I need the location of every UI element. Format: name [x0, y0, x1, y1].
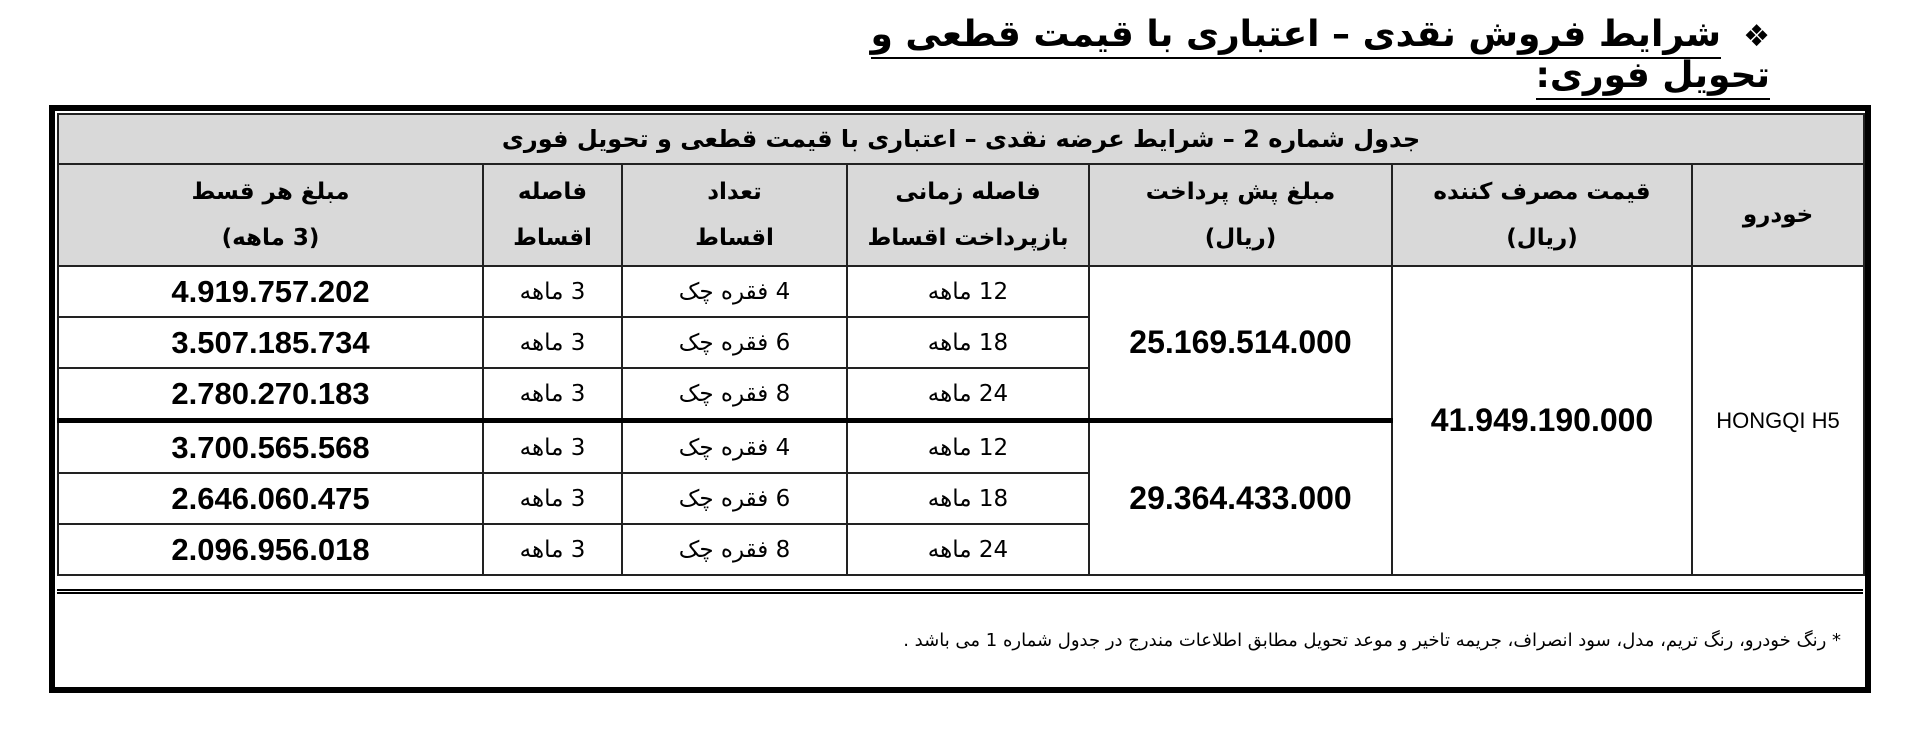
page-heading	[770, 14, 1770, 96]
installment-count: 8 فقره چک	[622, 368, 847, 421]
sales-conditions-table	[57, 113, 1865, 576]
installment-amount: 2.096.956.018	[58, 524, 483, 575]
sales-conditions-table-frame	[49, 105, 1871, 693]
prepayment-amount: 25.169.514.000	[1089, 266, 1392, 421]
repayment-period: 12 ماهه	[847, 421, 1089, 474]
header-period: فاصله زمانی بازپرداخت اقساط	[847, 164, 1089, 266]
installment-interval: 3 ماهه	[483, 317, 622, 368]
heading-text: شرایط فروش نقدی – اعتباری با قیمت قطعی و تحویل فوری:	[871, 14, 1770, 100]
table-row	[58, 266, 1864, 317]
repayment-period: 24 ماهه	[847, 368, 1089, 421]
header-car: خودرو	[1692, 164, 1864, 266]
installment-count: 6 فقره چک	[622, 317, 847, 368]
footnote: * رنگ خودرو، رنگ تریم، مدل، سود انصراف، جریمه تاخیر و موعد تحویل مطابق اطلاعات مندرج در جدول شماره 1 می باشد .	[57, 589, 1863, 685]
installment-amount: 2.780.270.183	[58, 368, 483, 421]
installment-count: 8 فقره چک	[622, 524, 847, 575]
installment-amount: 3.700.565.568	[58, 421, 483, 474]
installment-interval: 3 ماهه	[483, 368, 622, 421]
header-interval: فاصله اقساط	[483, 164, 622, 266]
installment-interval: 3 ماهه	[483, 524, 622, 575]
repayment-period: 18 ماهه	[847, 317, 1089, 368]
installment-count: 4 فقره چک	[622, 421, 847, 474]
repayment-period: 24 ماهه	[847, 524, 1089, 575]
prepayment-amount: 29.364.433.000	[1089, 421, 1392, 576]
installment-amount: 4.919.757.202	[58, 266, 483, 317]
installment-amount: 2.646.060.475	[58, 473, 483, 524]
table-caption: جدول شماره 2 – شرایط عرضه نقدی – اعتباری با قیمت قطعی و تحویل فوری	[58, 114, 1864, 164]
diamond-bullet-icon: ❖	[1743, 19, 1770, 54]
installment-count: 6 فقره چک	[622, 473, 847, 524]
consumer-price: 41.949.190.000	[1392, 266, 1692, 575]
repayment-period: 12 ماهه	[847, 266, 1089, 317]
installment-interval: 3 ماهه	[483, 266, 622, 317]
header-installment: مبلغ هر قسط (3 ماهه)	[58, 164, 483, 266]
car-model: HONGQI H5	[1692, 266, 1864, 575]
installment-count: 4 فقره چک	[622, 266, 847, 317]
repayment-period: 18 ماهه	[847, 473, 1089, 524]
installment-interval: 3 ماهه	[483, 421, 622, 474]
installment-amount: 3.507.185.734	[58, 317, 483, 368]
header-count: تعداد اقساط	[622, 164, 847, 266]
header-prepayment: مبلغ پش پرداخت (ریال)	[1089, 164, 1392, 266]
header-consumer-price: قیمت مصرف کننده (ریال)	[1392, 164, 1692, 266]
installment-interval: 3 ماهه	[483, 473, 622, 524]
